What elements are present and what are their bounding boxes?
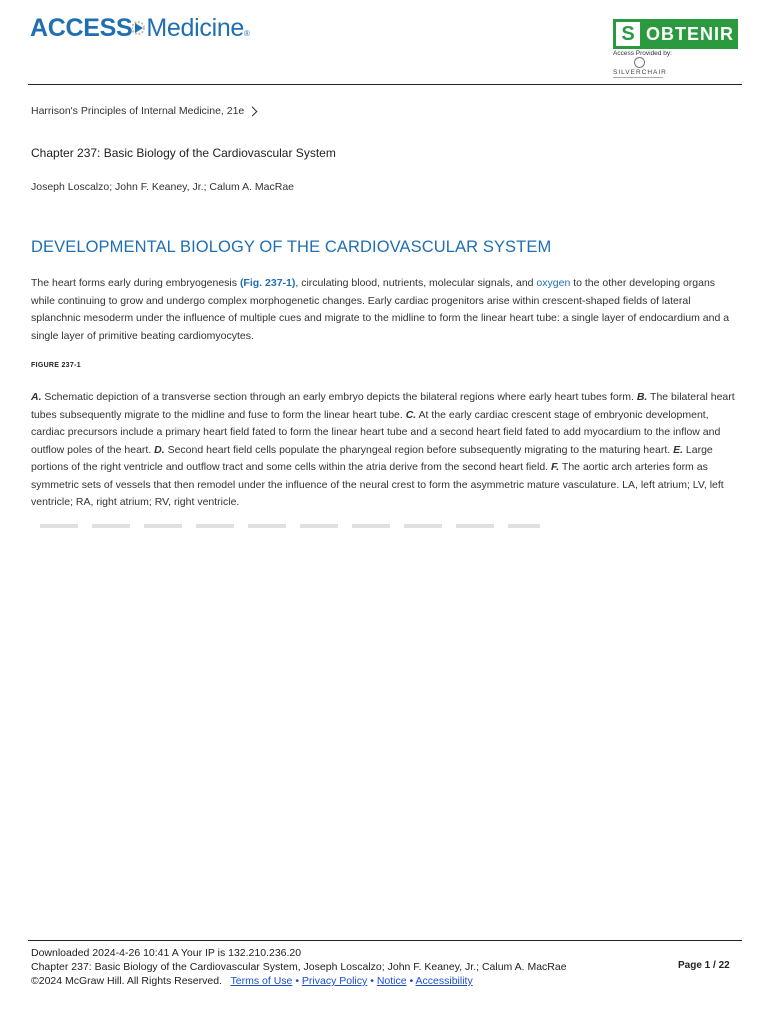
accessibility-link[interactable]: Accessibility (415, 975, 473, 987)
terms-of-use-link[interactable]: Terms of Use (230, 975, 293, 987)
footer-divider (28, 940, 742, 941)
download-info: Downloaded 2024-4-26 10:41 A Your IP is 132.210.236.20 (31, 947, 302, 959)
breadcrumb-book-link[interactable]: Harrison's Principles of Internal Medicine, 21e (31, 105, 245, 117)
caption-letter-c: C. (405, 408, 417, 421)
figure-caption: A. Schematic depiction of a transverse section through an early embryo depicts the bilateral regions where early heart tubes form. B. The bilateral heart tubes subsequently migrate to the midline and fuse to form the linear heart tube. C. At the early cardiac crescent stage of embryonic development, cardiac precursors include a primary heart field fated to form the linear heart tube and a second heart field fated to add myocardium to the inflow and outflow poles of the heart. D. Second heart field cells populate the pharyngeal region before subsequently migrating to the maturing heart. E. Large portions of the right ventricle and outflow tract and some cells within the atria derive from the second heart field. F. The aortic arch arteries form as symmetric sets of vessels that then remodel under the influence of the neural crest to form the asymmetric mature vasculature. LA, left atrium; LV, left ventricle; RA, right atrium; RV, right ventricle. (31, 391, 735, 508)
chevron-right-icon (248, 106, 258, 116)
logo-gear-icon (132, 14, 146, 43)
access-provided-label: Access Provided by: (613, 50, 672, 57)
breadcrumb[interactable] (31, 105, 256, 117)
truncated-figure-text (40, 524, 540, 528)
body-paragraph: The heart forms early during embryogenesis (Fig. 237-1), circulating blood, nutrients, molecular signals, and oxygen to the other developing organs while continuing to grow and undergo complex morphogenetic changes. Early cardiac progenitors arise within crescent-shaped fields of lateral splanchnic mesoderm under the influence of multiple cues and migrate to the midline to form the linear heart tube: a single layer of endocardium and a single layer of primitive beating cardiomyocytes. (31, 277, 730, 342)
obtenir-label: OBTENIR (646, 23, 734, 44)
caption-letter-f: F. (551, 461, 560, 473)
page-number: Page 1 / 22 (678, 960, 730, 971)
footer-legal: ©2024 McGraw Hill. All Rights Reserved. Terms of Use • Privacy Policy • Notice • Accessibility (31, 975, 473, 987)
accessmedicine-logo[interactable]: ACCESS Medicine® (30, 14, 250, 42)
notice-link[interactable]: Notice (376, 975, 407, 987)
figure-label: FIGURE 237-1 (31, 362, 81, 369)
caption-letter-d: D. (154, 443, 165, 456)
chapter-authors: Joseph Loscalzo; John F. Keaney, Jr.; Calum A. MacRae (31, 181, 295, 193)
header-divider (28, 84, 742, 85)
copyright: ©2024 McGraw Hill. All Rights Reserved. (31, 975, 222, 987)
logo-medicine-text: Medicine (146, 14, 245, 42)
section-heading: DEVELOPMENTAL BIOLOGY OF THE CARDIOVASCULAR SYSTEM (31, 238, 552, 256)
obtenir-button[interactable] (613, 19, 738, 49)
logo-access-text: ACCESS (30, 14, 133, 42)
footer-citation: Chapter 237: Basic Biology of the Cardiovascular System, Joseph Loscalzo; John F. Keaney, Jr.; Calum A. MacRae (31, 961, 567, 973)
caption-letter-e: E. (673, 443, 683, 456)
obtenir-s-icon: S (616, 22, 640, 46)
provider-name: SILVERCHAIR (613, 69, 667, 76)
page-header (0, 0, 768, 86)
chapter-title: Chapter 237: Basic Biology of the Cardiovascular System (31, 146, 336, 160)
figure-reference-link[interactable]: (Fig. 237-1) (239, 277, 296, 289)
caption-letter-a: A. (31, 391, 42, 403)
silverchair-globe-icon (634, 57, 645, 68)
caption-letter-b: B. (636, 391, 648, 403)
privacy-policy-link[interactable]: Privacy Policy (301, 975, 368, 987)
provider-underline (613, 77, 663, 78)
page-footer (31, 946, 567, 988)
oxygen-link[interactable]: oxygen (536, 277, 571, 289)
